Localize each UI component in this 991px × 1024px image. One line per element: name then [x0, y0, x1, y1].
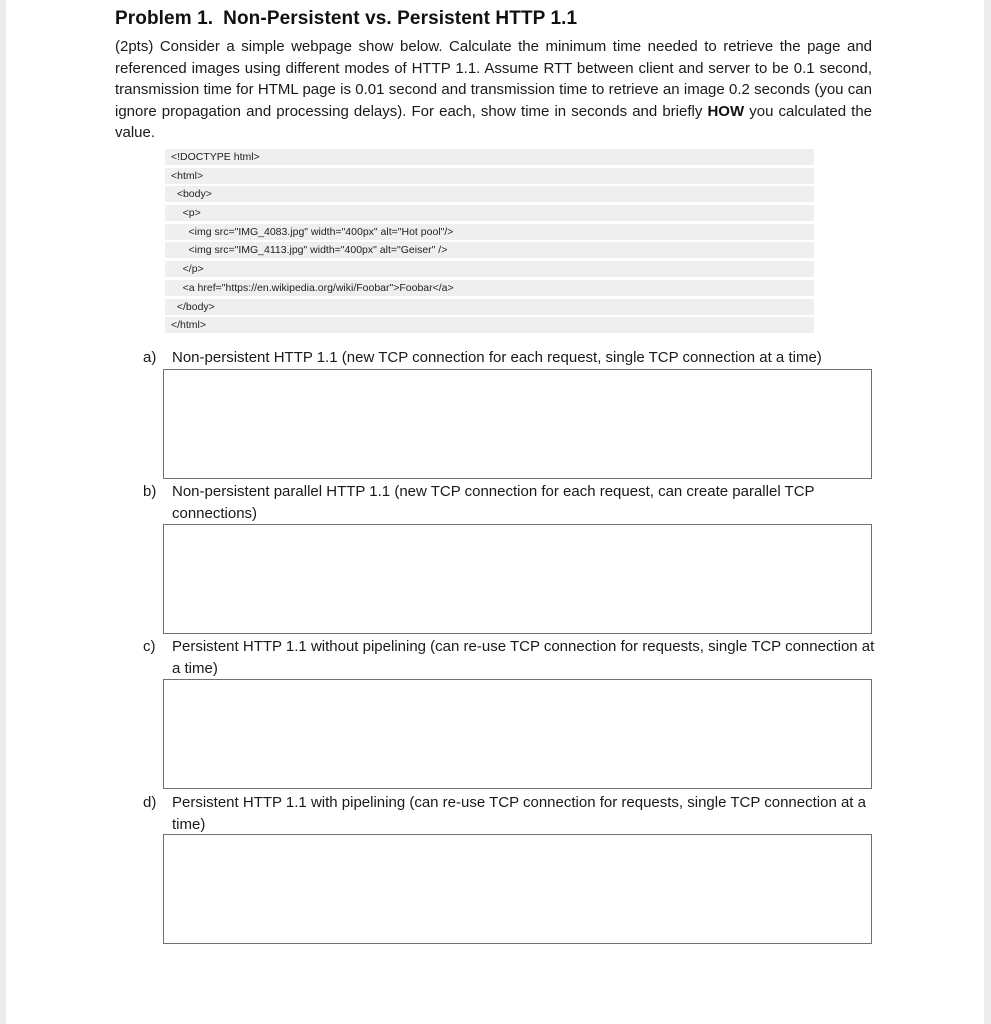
problem-title — [115, 8, 577, 30]
question-text: Persistent HTTP 1.1 with pipelining (can re-use TCP connection for requests, single TCP connection at a time) — [172, 794, 866, 833]
question-text: Non-persistent HTTP 1.1 (new TCP connection for each request, single TCP connection at a time) — [172, 349, 822, 366]
code-line: <p> — [165, 205, 814, 221]
question-label: c) — [143, 638, 156, 655]
code-line: <html> — [165, 168, 814, 184]
question-text: Persistent HTTP 1.1 without pipelining (can re-use TCP connection for requests, single TCP connection at a time) — [172, 638, 875, 677]
html-code-block — [165, 149, 814, 336]
question-label: a) — [143, 349, 157, 366]
code-line: </body> — [165, 299, 814, 315]
problem-number: Problem 1. — [115, 8, 214, 29]
question-text: Non-persistent parallel HTTP 1.1 (new TCP connection for each request, can create parallel TCP connections) — [172, 483, 815, 522]
code-line: <a href="https://en.wikipedia.org/wiki/Foobar">Foobar</a> — [165, 280, 814, 296]
intro-lead: (2pts) Consider a simple webpage show below. Calculate the minimum time needed to retrieve the page and referenced images using different modes of HTTP 1.1. Assume RTT between client and server to be 0.1 second, transmission time for HTML page is 0.01 second and transmission time to retrieve an image 0.2 seconds (you can ignore propagation and processing delays). For each, show time in seconds and briefly — [115, 38, 872, 120]
problem-title-text: Non-Persistent vs. Persistent HTTP 1.1 — [223, 8, 578, 29]
question-c — [143, 636, 883, 680]
problem-intro — [115, 36, 872, 144]
code-line: </html> — [165, 317, 814, 333]
intro-tail: you calculated the value. — [115, 102, 873, 142]
code-line: <img src="IMG_4083.jpg" width="400px" alt="Hot pool"/> — [165, 224, 814, 240]
code-line: </p> — [165, 261, 814, 277]
code-line: <!DOCTYPE html> — [165, 149, 814, 165]
question-b — [143, 481, 883, 525]
code-line: <body> — [165, 186, 814, 202]
question-label: b) — [143, 483, 157, 500]
question-a — [143, 347, 883, 369]
answer-box-a[interactable] — [163, 369, 872, 479]
answer-box-d[interactable] — [163, 834, 872, 944]
answer-box-c[interactable] — [163, 679, 872, 789]
question-label: d) — [143, 794, 157, 811]
question-d — [143, 792, 883, 836]
code-line: <img src="IMG_4113.jpg" width="400px" alt="Geiser" /> — [165, 242, 814, 258]
intro-bold: HOW — [707, 102, 745, 120]
answer-box-b[interactable] — [163, 524, 872, 634]
